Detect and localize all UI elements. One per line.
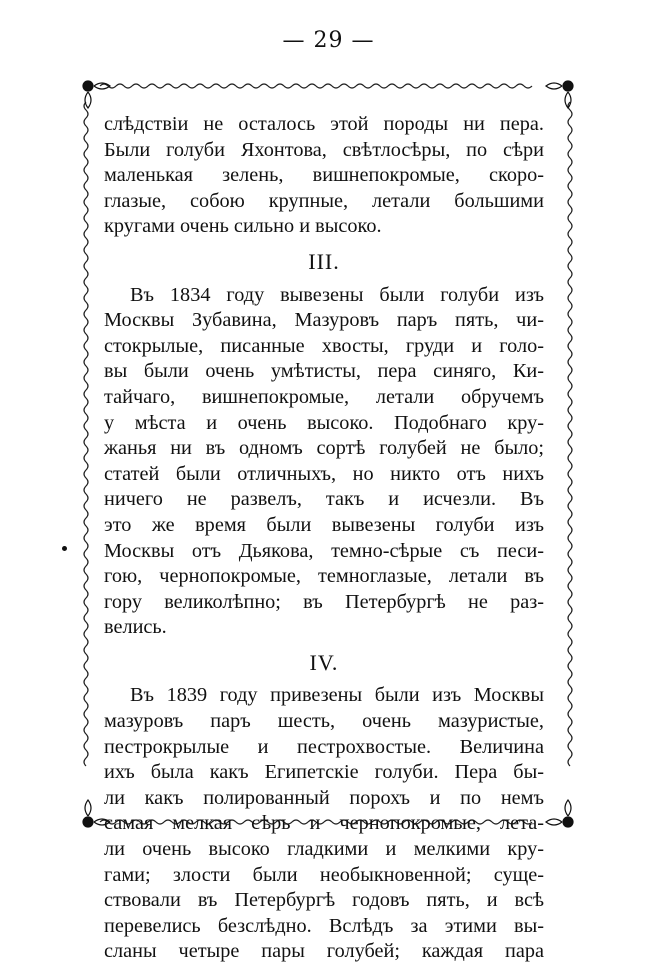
text-line: Москвы отъ Дьякова, темно-сѣрые съ песи- [104, 539, 544, 562]
text-line: мазуровъ паръ шесть, очень мазуристые, [104, 710, 544, 733]
text-line: сланы четыре пары голубей; каждая пара [104, 940, 544, 963]
text-line: глазые, собою крупные, летали большими [104, 189, 544, 212]
text-line: вы были очень умѣтисты, пера синяго, Ки- [104, 360, 544, 383]
text-line: тайчаго, вишнепокромые, летали обручемъ [104, 385, 544, 408]
text-line: пестрокрылые и пестрохвостые. Величина [104, 735, 544, 758]
text-line: кругами очень сильно и высоко. [104, 215, 382, 238]
text-line: ли какъ полированный порохъ и по немъ [104, 786, 544, 809]
right-wavy-rule [568, 102, 572, 766]
left-wavy-rule [84, 102, 88, 766]
text-line: ничего не развелъ, такъ и исчезли. Въ [104, 488, 544, 511]
text-line: ли очень высоко гладкими и мелкими кру- [104, 838, 544, 861]
text-line: ствовали въ Петербургѣ годовъ пять, и всѣ [104, 889, 544, 912]
ink-dot [62, 546, 67, 551]
text-line: велись. [104, 616, 167, 639]
text-line: у мѣста и очень высоко. Подобнаго кру- [104, 411, 544, 434]
text-line: самая мелкая сѣрь и чернопокромые, лета- [104, 812, 544, 835]
text-line: Въ 1839 году привезены были изъ Москвы [130, 684, 544, 707]
text-line: маленькая зелень, вишнепокромые, скоро- [104, 164, 544, 187]
section-heading-iii: III. [308, 248, 340, 274]
page-text [104, 112, 544, 965]
text-line: гами; злости были необыкновенной; суще- [104, 863, 544, 886]
text-line: Въ 1834 году вывезены были голуби изъ [130, 283, 544, 306]
section-2-paragraph [104, 283, 544, 641]
text-line: это же время были вывезены голуби изъ [104, 513, 544, 536]
section-heading-iv: IV. [309, 649, 339, 675]
text-line: стокрылые, писанные хвосты, груди и голо- [104, 334, 544, 357]
text-line: гою, чернопокромые, темноглазые, летали въ [104, 565, 544, 588]
text-line: жанья ни въ одномъ сортѣ голубей не было; [104, 437, 544, 460]
text-line: статей были отличныхъ, но никто отъ нихъ [104, 462, 544, 485]
top-wavy-rule [100, 84, 532, 88]
text-line: перевелись безслѣдно. Вслѣдъ за этими вы- [104, 914, 544, 937]
corner-ornament-bottom-right [546, 800, 573, 827]
section-1-paragraph [104, 112, 544, 240]
text-line: Москвы Зубавина, Мазуровъ паръ пять, чи- [104, 309, 544, 332]
text-line: Были голуби Яхонтова, свѣтлосѣры, по сѣри [104, 138, 544, 161]
text-line: слѣдствіи не осталось этой породы ни пера. [104, 113, 544, 135]
section-3-paragraph [104, 683, 544, 965]
text-line: гору великолѣпно; въ Петербургѣ не раз- [104, 590, 544, 613]
text-line: ихъ была какъ Египетскіе голуби. Пера бы- [104, 761, 544, 784]
page-number: — 29 — [282, 28, 375, 53]
